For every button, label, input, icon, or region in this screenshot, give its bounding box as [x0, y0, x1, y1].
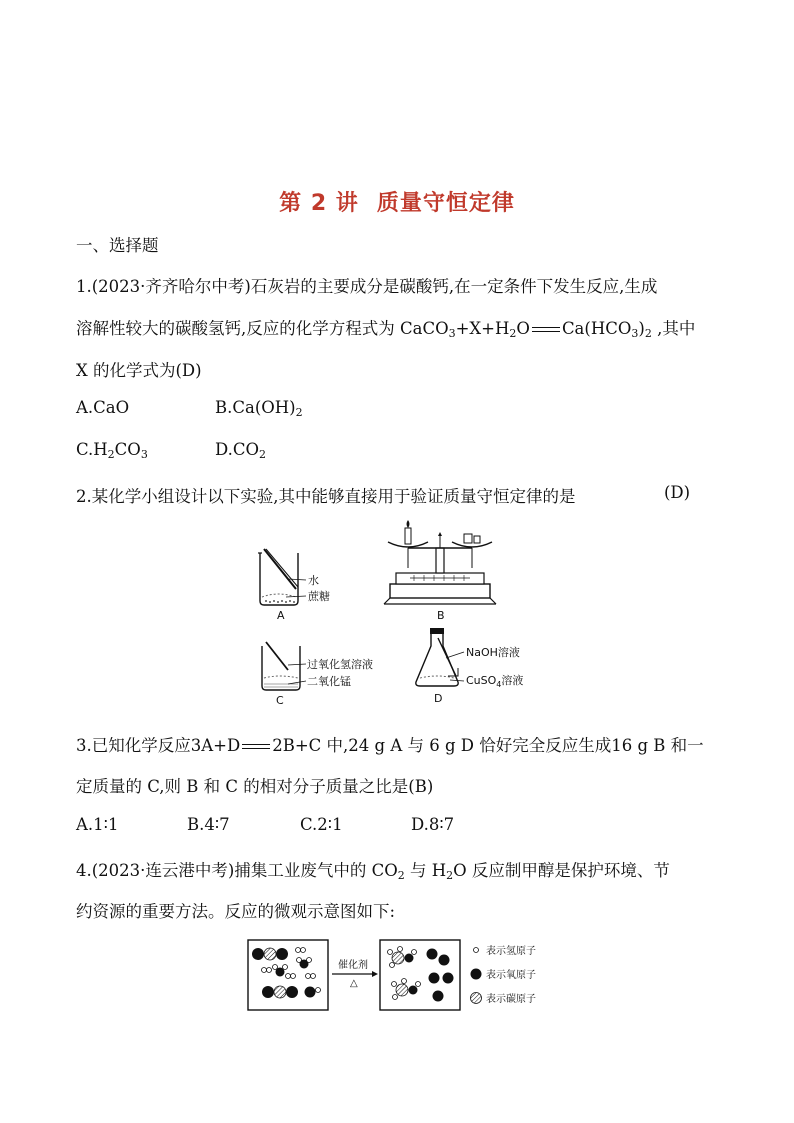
- section-heading: 一、选择题: [76, 236, 159, 255]
- q3-line1: 3.已知化学反应3A+D 2B+C 中,24 g A 与 6 g D 恰好完全反应生成16 g B 和一: [76, 736, 704, 755]
- heat-symbol: △: [350, 978, 358, 989]
- q1-line1: 1.(2023·齐齐哈尔中考)石灰岩的主要成分是碳酸钙,在一定条件下发生反应,生成: [76, 277, 658, 296]
- q4-line2: 约资源的重要方法。反应的微观示意图如下:: [76, 902, 396, 921]
- q3-option-b: B.4∶7: [187, 815, 230, 834]
- figure-c-beaker: [258, 640, 398, 708]
- q1-option-b: $B.Ca(OH)_2$: [215, 398, 303, 419]
- q2-line1: 2.某化学小组设计以下实验,其中能够直接用于验证质量守恒定律的是: [76, 487, 576, 506]
- q2-answer: (D): [664, 483, 691, 502]
- q1-line2: 溶解性较大的碳酸氢钙,反应的化学方程式为 $CaCO_3+X+H_2O$ $Ca(HCO_3)_2$ ,其中: [76, 319, 696, 340]
- legend-carbon: 表示碳原子: [486, 994, 536, 1005]
- figure-b-label: B: [437, 609, 445, 622]
- figure-d-flask: [412, 624, 552, 708]
- reaction-micro-diagram: [244, 936, 564, 1014]
- legend-oxygen: 表示氧原子: [486, 970, 536, 981]
- q3-line2: 定质量的 C,则 B 和 C 的相对分子质量之比是(B): [76, 777, 434, 796]
- q1-option-d: $D.CO_2$: [215, 440, 267, 461]
- figure-d-cuso4-label: CuSO$_4$溶液: [466, 674, 524, 689]
- legend: [471, 944, 537, 1005]
- figure-c-mno2-label: 二氧化锰: [307, 675, 351, 688]
- figure-c-label: C: [276, 694, 284, 707]
- figure-b-balance: [380, 518, 500, 626]
- q3-option-c: C.2∶1: [300, 815, 343, 834]
- q3-option-a: A.1∶1: [76, 815, 119, 834]
- equals-sign: [242, 744, 270, 749]
- q1-line3: X 的化学式为(D): [76, 361, 202, 380]
- q1-option-c: $C.H_2CO_3$: [76, 440, 148, 461]
- legend-hydrogen: 表示氢原子: [486, 946, 536, 957]
- figure-a-water-label: 水: [308, 574, 319, 587]
- figure-c-h2o2-label: 过氧化氢溶液: [307, 658, 373, 671]
- figure-d-label: D: [434, 692, 443, 705]
- q1-option-a: A.CaO: [76, 398, 130, 417]
- figure-d-naoh-label: NaOH溶液: [466, 646, 520, 659]
- catalyst-label: 催化剂: [338, 960, 368, 971]
- page-title: 第 2 讲 质量守恒定律: [279, 191, 515, 216]
- figure-a-sugar-label: 蔗糖: [308, 590, 330, 603]
- q4-line1: 4.(2023·连云港中考)捕集工业废气中的 $CO_2$ 与 $H_2O$ 反应制甲醇是保护环境、节: [76, 861, 670, 882]
- equals-sign: [532, 327, 560, 332]
- figure-a-beaker: [248, 545, 358, 625]
- q3-option-d: D.8∶7: [411, 815, 455, 834]
- figure-a-label: A: [277, 609, 285, 622]
